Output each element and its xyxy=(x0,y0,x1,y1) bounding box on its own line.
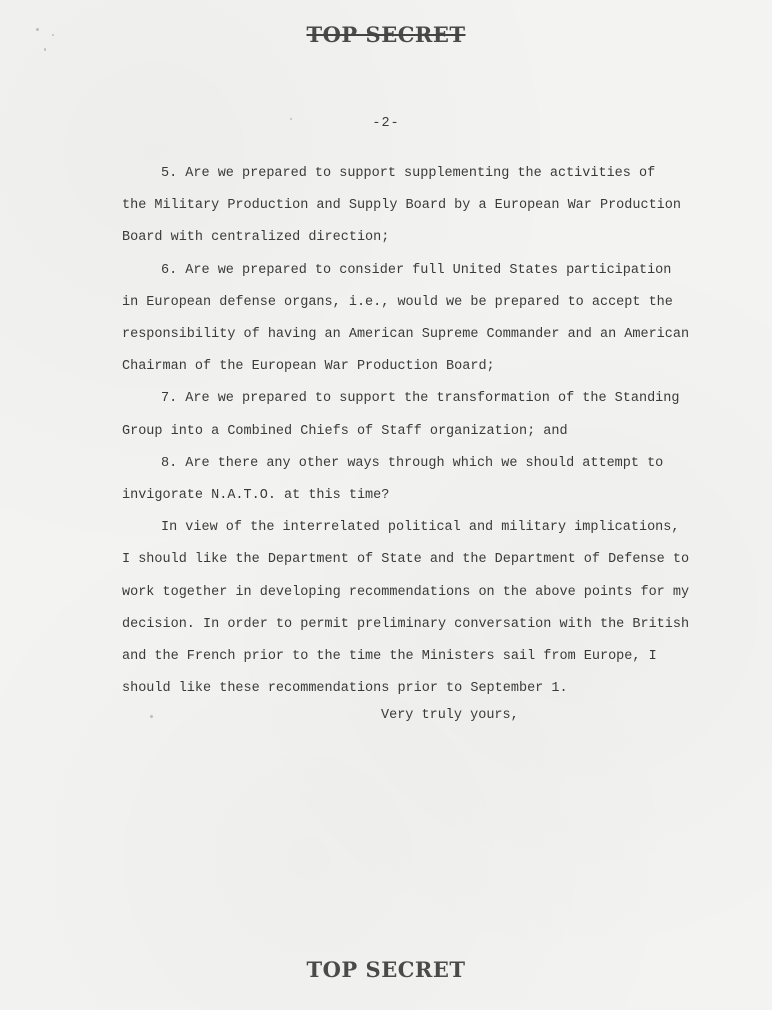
paragraph-line: I should like the Department of State and the Department of Defense to xyxy=(122,552,690,568)
paragraph-line: and the French prior to the time the Ministers sail from Europe, I xyxy=(122,649,657,665)
paragraph-line: the Military Production and Supply Board by a European War Production xyxy=(122,198,681,214)
paragraph-line: work together in developing recommendations on the above points for my xyxy=(122,584,690,600)
numbered-point-8 xyxy=(122,448,702,512)
paragraph-line: 7. Are we prepared to support the transformation of the Standing xyxy=(161,391,680,407)
paragraph-line: 5. Are we prepared to support supplementing the activities of xyxy=(161,166,656,181)
paragraph-line: Board with centralized direction; xyxy=(122,230,390,246)
paragraph-line: Group into a Combined Chiefs of Staff organization; and xyxy=(122,423,568,439)
numbered-point-6 xyxy=(122,255,702,384)
classification-stamp-top xyxy=(0,22,772,47)
paper-speck xyxy=(44,48,46,51)
paragraph-line: 6. Are we prepared to consider full United States participation xyxy=(161,262,672,278)
paragraph-line: In view of the interrelated political and military implications, xyxy=(161,520,680,536)
page-number: -2- xyxy=(372,116,400,131)
letter-body xyxy=(122,158,702,705)
paragraph-line: in European defense organs, i.e., would we be prepared to accept the xyxy=(122,294,673,310)
paragraph-line: responsibility of having an American Supreme Commander and an American xyxy=(122,327,690,343)
paragraph-line: should like these recommendations prior to September 1. xyxy=(122,681,568,697)
paragraph-line: decision. In order to permit preliminary conversation with the British xyxy=(122,616,690,632)
paragraph-line: 8. Are there any other ways through which we should attempt to xyxy=(161,455,664,471)
classification-stamp-top-text: TOP SECRET xyxy=(306,22,466,47)
request-paragraph xyxy=(122,512,702,705)
paragraph-line: invigorate N.A.T.O. at this time? xyxy=(122,488,390,504)
paper-speck xyxy=(150,715,153,718)
numbered-point-7 xyxy=(122,383,702,447)
closing-salutation: Very truly yours, xyxy=(381,708,519,723)
classification-stamp-bottom: TOP SECRET xyxy=(306,957,466,982)
paragraph-line: Chairman of the European War Production Board; xyxy=(122,359,495,375)
numbered-point-5 xyxy=(122,158,702,255)
